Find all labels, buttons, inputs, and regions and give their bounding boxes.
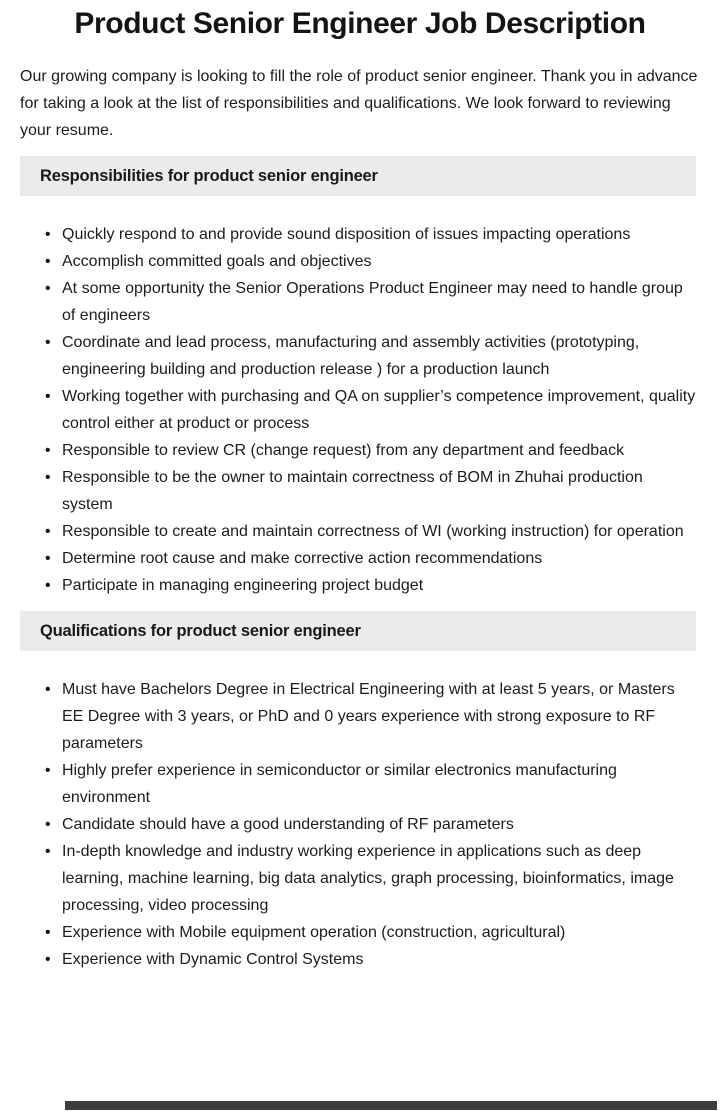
section-header-responsibilities xyxy=(20,156,696,196)
list-item: • Coordinate and lead process, manufacturing and assembly activities (prototyping, engineering building and production release ) for a production launch xyxy=(62,329,696,383)
list-item: • Experience with Dynamic Control Systems xyxy=(62,946,696,973)
qualifications-list xyxy=(0,676,696,973)
list-item: • Responsible to review CR (change request) from any department and feedback xyxy=(62,437,696,464)
list-item: • Quickly respond to and provide sound disposition of issues impacting operations xyxy=(62,221,696,248)
list-item: • Working together with purchasing and QA on supplier’s competence improvement, quality control either at product or process xyxy=(62,383,696,437)
list-item: • Participate in managing engineering project budget xyxy=(62,572,696,599)
list-item: • Responsible to be the owner to maintain correctness of BOM in Zhuhai production system xyxy=(62,464,696,518)
section-header-responsibilities-label: Responsibilities for product senior engineer xyxy=(40,167,378,185)
list-item: • Highly prefer experience in semiconductor or similar electronics manufacturing environment xyxy=(62,757,696,811)
section-header-qualifications xyxy=(20,611,696,651)
list-item: • In-depth knowledge and industry working experience in applications such as deep learning, machine learning, big data analytics, graph processing, bioinformatics, image processing, video processing xyxy=(62,838,696,919)
intro-paragraph: Our growing company is looking to fill the role of product senior engineer. Thank you in advance for taking a look at the list of responsibilities and qualifications. We look forward to reviewing your resume. xyxy=(20,68,698,139)
list-item: • Must have Bachelors Degree in Electrical Engineering with at least 5 years, or Masters EE Degree with 3 years, or PhD and 0 years experience with strong exposure to RF parameters xyxy=(62,676,696,757)
list-item: • At some opportunity the Senior Operations Product Engineer may need to handle group of engineers xyxy=(62,275,696,329)
page-title: Product Senior Engineer Job Description xyxy=(74,7,646,40)
list-item: • Accomplish committed goals and objectives xyxy=(62,248,696,275)
list-item: • Experience with Mobile equipment operation (construction, agricultural) xyxy=(62,919,696,946)
responsibilities-list xyxy=(0,221,696,599)
section-header-qualifications-label: Qualifications for product senior engineer xyxy=(40,622,361,640)
list-item: • Determine root cause and make corrective action recommendations xyxy=(62,545,696,572)
bottom-cutoff-bar xyxy=(65,1101,717,1110)
list-item: • Candidate should have a good understanding of RF parameters xyxy=(62,811,696,838)
list-item: • Responsible to create and maintain correctness of WI (working instruction) for operation xyxy=(62,518,696,545)
